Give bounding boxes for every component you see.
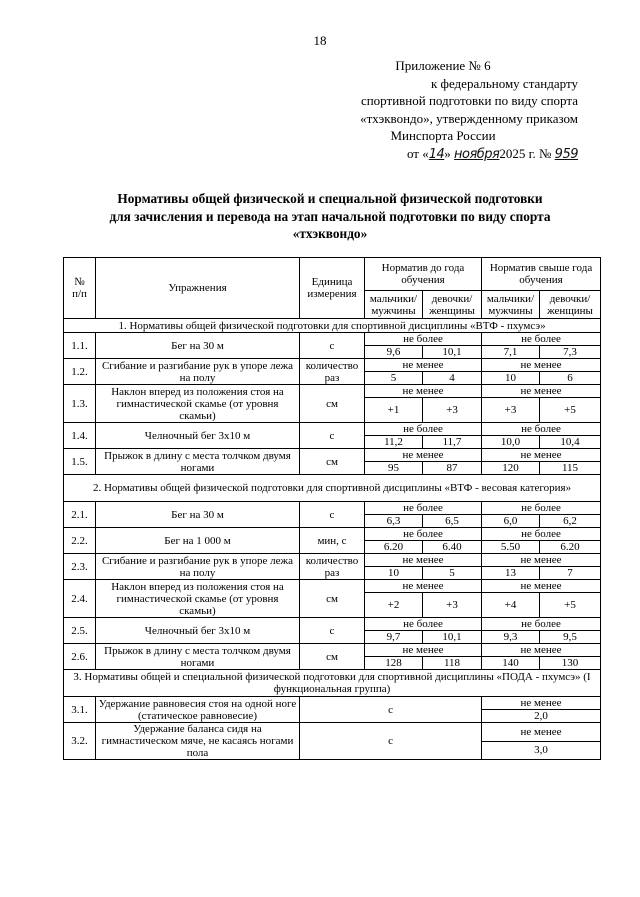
condition-over-year: не менее <box>482 554 601 567</box>
condition-to-year: не менее <box>365 385 482 398</box>
condition-over-year: не более <box>482 618 601 631</box>
table-row <box>64 554 601 567</box>
header-girls: девочки/ женщины <box>423 291 482 319</box>
value-girls-over-year: 130 <box>540 657 601 670</box>
condition-over-year: не более <box>482 528 601 541</box>
value-boys-to-year: 6.20 <box>365 541 423 554</box>
header-norm-to-year: Норматив до года обучения <box>365 258 482 291</box>
order-month: ноября <box>454 146 500 162</box>
section-title: 2. Нормативы общей физической подготовки для спортивной дисциплины «ВТФ - весовая категория» <box>64 475 601 502</box>
value-boys-over-year: 9,3 <box>482 631 540 644</box>
value-girls-to-year: 87 <box>423 462 482 475</box>
value-girls-to-year: 118 <box>423 657 482 670</box>
value-boys-to-year: 6,3 <box>365 515 423 528</box>
unit: количество раз <box>300 554 365 580</box>
value-boys-over-year: 140 <box>482 657 540 670</box>
order-day: 14 <box>428 146 445 162</box>
norms-table-body <box>64 319 601 760</box>
title-line: «тхэквондо» <box>292 226 368 241</box>
section-title: 3. Нормативы общей и специальной физической подготовки для спортивной дисциплины «ПОДА - пхумсэ» (I функциональная группа) <box>64 670 601 697</box>
condition-to-year: не менее <box>365 580 482 593</box>
section-row <box>64 319 601 333</box>
condition-over-year: не менее <box>482 385 601 398</box>
value-boys-to-year: +1 <box>365 398 423 423</box>
row-number: 2.6. <box>64 644 96 670</box>
value-boys-over-year: 10,0 <box>482 436 540 449</box>
value-girls-over-year: 10,4 <box>540 436 601 449</box>
value-boys-over-year: +3 <box>482 398 540 423</box>
value-girls-over-year: 6 <box>540 372 601 385</box>
value-girls-over-year: 7,3 <box>540 346 601 359</box>
condition-over-year: не более <box>482 333 601 346</box>
condition: не менее <box>482 723 601 742</box>
section-row <box>64 475 601 502</box>
table-row <box>64 359 601 372</box>
table-row <box>64 449 601 462</box>
exercise-name: Прыжок в длину с места толчком двумя ногами <box>96 449 300 475</box>
value-boys-over-year: 120 <box>482 462 540 475</box>
value-boys-over-year: 13 <box>482 567 540 580</box>
norms-table <box>63 257 601 760</box>
condition-over-year: не менее <box>482 580 601 593</box>
table-row <box>64 385 601 398</box>
value-girls-over-year: 7 <box>540 567 601 580</box>
section-title: 1. Нормативы общей физической подготовки для спортивной дисциплины «ВТФ - пхумсэ» <box>64 319 601 333</box>
exercise-name: Наклон вперед из положения стоя на гимнастической скамье (от уровня скамьи) <box>96 385 300 423</box>
row-number: 2.1. <box>64 502 96 528</box>
row-number: 2.4. <box>64 580 96 618</box>
table-row <box>64 333 601 346</box>
exercise-name: Удержание равновесия стоя на одной ноге (статическое равновесие) <box>96 697 300 723</box>
value: 3,0 <box>482 741 601 760</box>
order-mid: » <box>444 145 451 161</box>
order-year: 2025 г. № <box>499 145 552 161</box>
table-row <box>64 644 601 657</box>
appendix-line: Минспорта России <box>390 128 496 143</box>
condition-over-year: не более <box>482 502 601 515</box>
order-line <box>248 145 578 164</box>
unit: см <box>300 449 365 475</box>
value-boys-over-year: 5.50 <box>482 541 540 554</box>
value-girls-to-year: 10,1 <box>423 631 482 644</box>
condition-to-year: не более <box>365 528 482 541</box>
value-girls-to-year: +3 <box>423 593 482 618</box>
page-number: 18 <box>313 33 327 48</box>
appendix-line: к федеральному стандарту <box>430 75 578 91</box>
unit: с <box>300 423 365 449</box>
unit: см <box>300 580 365 618</box>
condition-to-year: не более <box>365 618 482 631</box>
header-boys: мальчики/ мужчины <box>365 291 423 319</box>
value-girls-over-year: 115 <box>540 462 601 475</box>
value-boys-to-year: 128 <box>365 657 423 670</box>
table-row <box>64 502 601 515</box>
value-boys-over-year: +4 <box>482 593 540 618</box>
condition-to-year: не менее <box>365 644 482 657</box>
value-girls-to-year: 6.40 <box>423 541 482 554</box>
header-exercise: Упражнения <box>96 258 300 319</box>
value-boys-to-year: 9,7 <box>365 631 423 644</box>
value-girls-over-year: +5 <box>540 593 601 618</box>
table-row <box>64 618 601 631</box>
value-boys-over-year: 10 <box>482 372 540 385</box>
exercise-name: Удержание баланса сидя на гимнастическом мяче, не касаясь ногами пола <box>96 723 300 760</box>
value-boys-over-year: 7,1 <box>482 346 540 359</box>
unit: с <box>300 618 365 644</box>
value-boys-to-year: 9,6 <box>365 346 423 359</box>
row-number: 3.1. <box>64 697 96 723</box>
unit: с <box>300 502 365 528</box>
condition-to-year: не более <box>365 423 482 436</box>
value-girls-over-year: 6.20 <box>540 541 601 554</box>
appendix-title: Приложение № 6 <box>395 58 491 73</box>
unit: мин, с <box>300 528 365 554</box>
row-number: 3.2. <box>64 723 96 760</box>
document-title <box>60 190 600 243</box>
table-row <box>64 423 601 436</box>
unit: см <box>300 385 365 423</box>
value-girls-over-year: 6,2 <box>540 515 601 528</box>
appendix-line: спортивной подготовки по виду спорта <box>360 93 578 108</box>
value-girls-to-year: 10,1 <box>423 346 482 359</box>
exercise-name: Челночный бег 3х10 м <box>96 618 300 644</box>
value-boys-to-year: 10 <box>365 567 423 580</box>
condition-over-year: не более <box>482 423 601 436</box>
header-unit: Единица измерения <box>300 258 365 319</box>
value-girls-to-year: 6,5 <box>423 515 482 528</box>
condition-to-year: не менее <box>365 449 482 462</box>
value-boys-over-year: 6,0 <box>482 515 540 528</box>
header-boys: мальчики/ мужчины <box>482 291 540 319</box>
row-number: 1.1. <box>64 333 96 359</box>
exercise-name: Бег на 30 м <box>96 333 300 359</box>
row-number: 1.5. <box>64 449 96 475</box>
value: 2,0 <box>482 710 601 723</box>
exercise-name: Сгибание и разгибание рук в упоре лежа на полу <box>96 359 300 385</box>
value-boys-to-year: 11,2 <box>365 436 423 449</box>
condition-over-year: не менее <box>482 359 601 372</box>
value-girls-to-year: 5 <box>423 567 482 580</box>
condition-to-year: не более <box>365 333 482 346</box>
condition-to-year: не менее <box>365 554 482 567</box>
exercise-name: Наклон вперед из положения стоя на гимнастической скамье (от уровня скамьи) <box>96 580 300 618</box>
exercise-name: Бег на 30 м <box>96 502 300 528</box>
unit: с <box>300 723 482 760</box>
table-row <box>64 580 601 593</box>
condition-over-year: не менее <box>482 449 601 462</box>
row-number: 2.5. <box>64 618 96 644</box>
value-boys-to-year: +2 <box>365 593 423 618</box>
unit: с <box>300 697 482 723</box>
value-girls-to-year: 11,7 <box>423 436 482 449</box>
condition-to-year: не менее <box>365 359 482 372</box>
value-girls-to-year: +3 <box>423 398 482 423</box>
table-row <box>64 697 601 710</box>
value-boys-to-year: 5 <box>365 372 423 385</box>
row-number: 2.2. <box>64 528 96 554</box>
value-girls-over-year: +5 <box>540 398 601 423</box>
exercise-name: Сгибание и разгибание рук в упоре лежа на полу <box>96 554 300 580</box>
order-prefix: от « <box>406 145 429 161</box>
appendix-line: «тхэквондо», утвержденному приказом <box>360 110 578 126</box>
header-norm-over-year: Норматив свыше года обучения <box>482 258 601 291</box>
row-number: 1.3. <box>64 385 96 423</box>
unit: см <box>300 644 365 670</box>
value-boys-to-year: 95 <box>365 462 423 475</box>
row-number: 1.2. <box>64 359 96 385</box>
value-girls-over-year: 9,5 <box>540 631 601 644</box>
value-girls-to-year: 4 <box>423 372 482 385</box>
exercise-name: Челночный бег 3х10 м <box>96 423 300 449</box>
header-girls: девочки/ женщины <box>540 291 601 319</box>
exercise-name: Прыжок в длину с места толчком двумя ногами <box>96 644 300 670</box>
row-number: 1.4. <box>64 423 96 449</box>
exercise-name: Бег на 1 000 м <box>96 528 300 554</box>
header-num: № п/п <box>64 258 96 319</box>
title-line: Нормативы общей физической и специальной физической подготовки <box>117 191 543 206</box>
row-number: 2.3. <box>64 554 96 580</box>
table-row <box>64 528 601 541</box>
title-line: для зачисления и перевода на этап начальной подготовки по виду спорта <box>109 208 551 224</box>
condition-over-year: не менее <box>482 644 601 657</box>
appendix-block <box>248 57 578 163</box>
table-row <box>64 723 601 742</box>
condition: не менее <box>482 697 601 710</box>
condition-to-year: не более <box>365 502 482 515</box>
unit: количество раз <box>300 359 365 385</box>
unit: с <box>300 333 365 359</box>
order-number: 959 <box>554 146 578 162</box>
section-row <box>64 670 601 697</box>
